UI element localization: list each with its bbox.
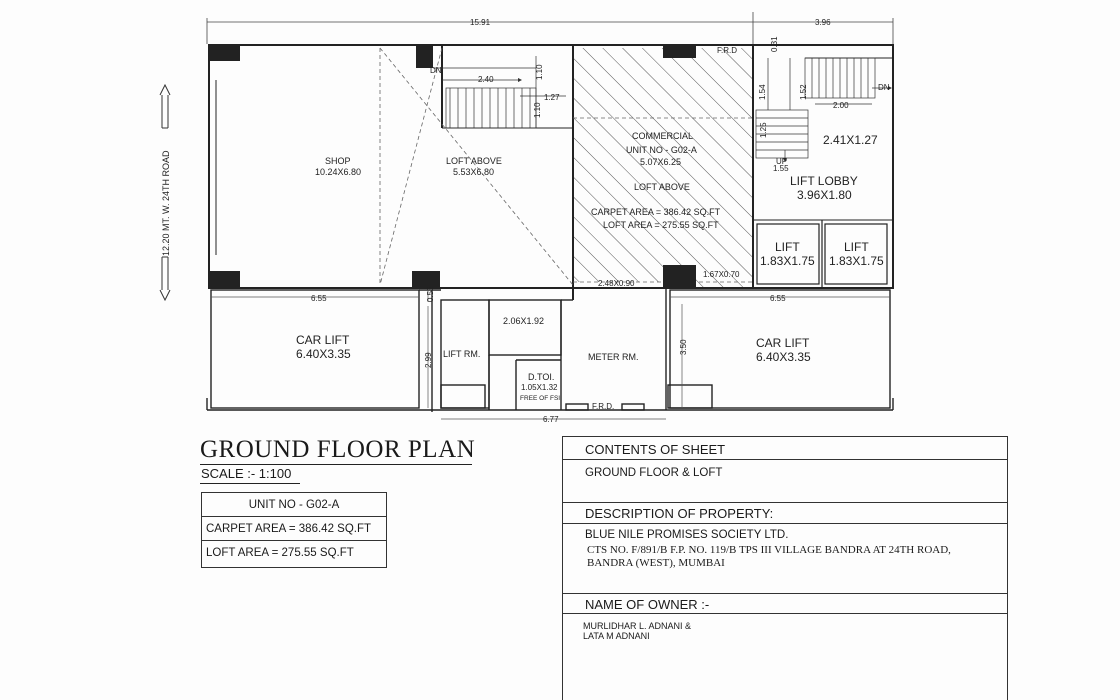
stair-dim-155: 1.55 xyxy=(773,164,789,173)
lift-lobby-name: LIFT LOBBY xyxy=(790,174,858,188)
road-label: 12.20 MT. W. 24TH ROAD xyxy=(161,150,171,256)
shop-size: 10.24X6.80 xyxy=(315,167,362,177)
owner-line-2: LATA M ADNANI xyxy=(583,631,650,641)
meter-rm-label: METER RM. xyxy=(588,352,639,362)
scale-label: SCALE :- 1:100 xyxy=(201,466,292,481)
dim-053: 0.53 xyxy=(426,286,435,302)
unit-number: UNIT NO - G02-A xyxy=(202,493,386,517)
stair-dn-right: DN xyxy=(878,83,890,92)
dtoi-size: 1.05X1.32 xyxy=(521,383,558,392)
lift-rm-label: LIFT RM. xyxy=(443,349,481,359)
loft-size: 5.53X6.80 xyxy=(453,167,495,177)
title-block xyxy=(562,436,1008,700)
dim-248: 2.48X0.90 xyxy=(598,279,635,288)
address-line-1: CTS NO. F/891/B F.P. NO. 119/B TPS III VILLAGE BANDRA AT 24TH ROAD, xyxy=(587,544,951,556)
scale-underline xyxy=(200,483,300,484)
divider xyxy=(563,523,1007,524)
society-name: BLUE NILE PROMISES SOCIETY LTD. xyxy=(585,529,789,541)
divider xyxy=(563,502,1007,503)
loft-name: LOFT ABOVE xyxy=(446,156,502,166)
stair-dim-031: 0.31 xyxy=(770,36,779,52)
commercial-unit-hatch xyxy=(573,48,752,288)
car-lift-width-right: 6.55 xyxy=(770,294,786,303)
unit-summary-table xyxy=(201,492,387,568)
frd-top: F.R.D xyxy=(717,46,737,55)
dim-677: 6.77 xyxy=(543,415,559,424)
stair-dim-154: 1.54 xyxy=(758,84,767,100)
commercial-name: COMMERCIAL xyxy=(632,131,694,141)
car-lift-right-size: 6.40X3.35 xyxy=(756,350,811,364)
car-lift-width-left: 6.55 xyxy=(311,294,327,303)
dim-299: 2.99 xyxy=(424,352,433,368)
car-lift-right-name: CAR LIFT xyxy=(756,336,810,350)
unit-loft-area: LOFT AREA = 275.55 SQ.FT xyxy=(206,547,354,559)
contents-value: GROUND FLOOR & LOFT xyxy=(585,467,723,479)
overall-width-dim: 15.91 xyxy=(470,18,491,27)
address-line-2: BANDRA (WEST), MUMBAI xyxy=(587,557,725,569)
stair-dim-4: 1.10 xyxy=(533,102,542,118)
lift-2-name: LIFT xyxy=(844,240,869,254)
page-title: GROUND FLOOR PLAN xyxy=(200,436,476,463)
divider xyxy=(563,459,1007,460)
dim-350: 3.50 xyxy=(679,339,688,355)
stair-up: UP xyxy=(776,157,788,166)
stair-dim-200: 2.00 xyxy=(833,101,849,110)
top-dimension-lines xyxy=(207,12,893,60)
lift-lobby-size: 3.96X1.80 xyxy=(797,188,852,202)
stair-dim-125: 1.25 xyxy=(759,122,768,138)
title-underline xyxy=(200,464,472,465)
commercial-unit: UNIT NO - G02-A xyxy=(626,145,697,155)
stair-dim-3: 1.27 xyxy=(544,93,560,102)
commercial-carpet: CARPET AREA = 386.42 SQ.FT xyxy=(591,207,721,217)
lift-2-size: 1.83X1.75 xyxy=(829,254,884,268)
description-heading: DESCRIPTION OF PROPERTY: xyxy=(585,506,774,521)
car-lift-left-size: 6.40X3.35 xyxy=(296,347,351,361)
dtoi-name: D.TOI. xyxy=(528,372,555,382)
shop-name: SHOP xyxy=(325,156,351,166)
stair-right-size: 2.41X1.27 xyxy=(823,133,878,147)
commercial-loft-area: LOFT AREA = 275.55 SQ.FT xyxy=(603,220,719,230)
commercial-loft: LOFT ABOVE xyxy=(634,182,690,192)
owner-heading: NAME OF OWNER :- xyxy=(585,597,710,612)
unit-carpet-area: CARPET AREA = 386.42 SQ.FT xyxy=(202,517,386,541)
divider xyxy=(563,613,1007,614)
stair-dn-left: DN xyxy=(430,66,442,75)
stair-dim-1: 2.40 xyxy=(478,75,494,84)
dtoi-note: FREE OF FSI xyxy=(520,395,561,402)
owner-line-1: MURLIDHAR L. ADNANI & xyxy=(583,621,692,631)
dim-167: 1.67X0.70 xyxy=(703,270,740,279)
contents-heading: CONTENTS OF SHEET xyxy=(585,442,726,457)
stair-left xyxy=(433,56,566,128)
frd-bottom: F.R.D. xyxy=(592,402,615,411)
commercial-size: 5.07X6.25 xyxy=(640,157,682,167)
dim-206: 2.06X1.92 xyxy=(503,316,545,326)
stair-dim-152: 1.52 xyxy=(799,84,808,100)
stair-dim-2: 1.10 xyxy=(535,64,544,80)
car-lift-left-name: CAR LIFT xyxy=(296,333,350,347)
lift-1-name: LIFT xyxy=(775,240,800,254)
right-width-dim: 3.96 xyxy=(815,18,831,27)
lift-1-size: 1.83X1.75 xyxy=(760,254,815,268)
divider xyxy=(563,593,1007,594)
